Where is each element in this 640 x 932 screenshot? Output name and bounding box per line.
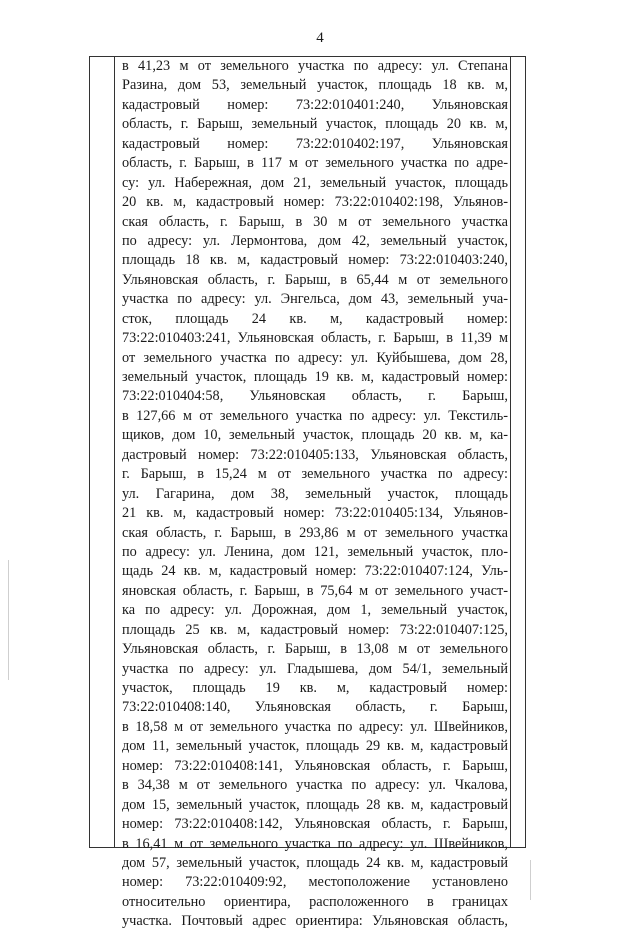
text-line: по адресу: ул. Лермонтова, дом 42, земельный участок, [122,232,508,249]
text-line: ская область, г. Барыш, в 30 м от земельного участка [122,213,508,230]
page-number: 4 [316,30,324,46]
text-line: 73:22:010404:58, Ульяновская область, г. Барыш, [122,388,508,405]
text-line: в 18,58 м от земельного участка по адресу: ул. Швейников, [122,718,508,735]
text-line: 73:22:010408:140, Ульяновская область, г. Барыш, [122,699,508,716]
text-line: в 41,23 м от земельного участка по адресу: ул. Степана [122,58,508,74]
text-line: участок, площадь 19 кв. м, кадастровый номер: [122,680,508,696]
text-line: от земельного участка по адресу: ул. Куйбышева, дом 28, [122,349,508,366]
document-table [89,56,526,930]
text-line: Ульяновская область, г. Барыш, в 65,44 м от земельного [122,271,508,288]
text-line: дом 57, земельный участок, площадь 24 кв. м, кадастровый [122,854,508,871]
text-line: г. Барыш, в 15,24 м от земельного участка по адресу: [122,466,508,483]
text-line: дом 11, земельный участок, площадь 29 кв. м, кадастровый [122,738,508,755]
text-line: в 127,66 м от земельного участка по адресу: ул. Текстиль- [122,407,508,424]
text-line: земельный участок, площадь 19 кв. м, кадастровый номер: [122,369,508,385]
text-line: относительно ориентира, расположенного в границах [122,893,508,910]
text-line: ка по адресу: ул. Дорожная, дом 1, земельный участок, [122,602,508,619]
text-line: дастровый номер: 73:22:010405:133, Ульяновская область, [122,446,508,463]
table-left-column [90,57,115,847]
text-line: 20 кв. м, кадастровый номер: 73:22:010402:198, Ульянов- [122,194,508,211]
text-line: ул. Гагарина, дом 38, земельный участок, площадь [122,485,508,502]
text-line: сток, площадь 24 кв. м, кадастровый номер: [122,310,508,327]
text-line: участка. Почтовый адрес ориентира: Ульяновская область, [122,913,508,930]
text-line: номер: 73:22:010408:142, Ульяновская область, г. Барыш, [122,816,508,833]
text-line: участка по адресу: ул. Гладышева, дом 54/1, земельный [122,660,508,677]
text-line: кадастровый номер: 73:22:010401:240, Ульяновская [122,96,508,113]
text-line: яновская область, г. Барыш, в 75,64 м от земельного участ- [122,582,508,599]
text-line: щадь 24 кв. м, кадастровый номер: 73:22:010407:124, Уль- [122,563,508,580]
text-line: Ульяновская область, г. Барыш, в 13,08 м от земельного [122,641,508,658]
text-line: су: ул. Набережная, дом 21, земельный участок, площадь [122,174,508,191]
text-line: в 16,41 м от земельного участка по адресу: ул. Швейников, [122,835,508,852]
text-line: площадь 18 кв. м, кадастровый номер: 73:22:010403:240, [122,252,508,269]
text-line: ская область, г. Барыш, в 293,86 м от земельного участка [122,524,508,541]
text-line: площадь 25 кв. м, кадастровый номер: 73:22:010407:125, [122,621,508,638]
text-line: кадастровый номер: 73:22:010402:197, Ульяновская [122,135,508,152]
scan-artifact-line [8,560,9,680]
text-line: в 34,38 м от земельного участка по адресу: ул. Чкалова, [122,777,508,794]
text-line: область, г. Барыш, земельный участок, площадь 20 кв. м, [122,116,508,133]
table-right-column [510,57,525,847]
text-line: дом 15, земельный участок, площадь 28 кв. м, кадастровый [122,796,508,813]
text-line: область, г. Барыш, в 117 м от земельного участка по адре- [122,155,508,172]
text-line: 21 кв. м, кадастровый номер: 73:22:010405:134, Ульянов- [122,505,508,522]
text-line: номер: 73:22:010409:92, местоположение установлено [122,874,508,891]
text-line: щиков, дом 10, земельный участок, площадь 20 кв. м, ка- [122,427,508,444]
text-line: Разина, дом 53, земельный участок, площадь 18 кв. м, [122,77,508,94]
text-line: участка по адресу: ул. Энгельса, дом 43, земельный уча- [122,291,508,308]
text-line: по адресу: ул. Ленина, дом 121, земельный участок, пло- [122,543,508,560]
text-line: 73:22:010403:241, Ульяновская область, г. Барыш, в 11,39 м [122,330,508,347]
scan-artifact-line [530,860,531,900]
table-text-cell [115,57,512,930]
text-line: номер: 73:22:010408:141, Ульяновская область, г. Барыш, [122,757,508,774]
